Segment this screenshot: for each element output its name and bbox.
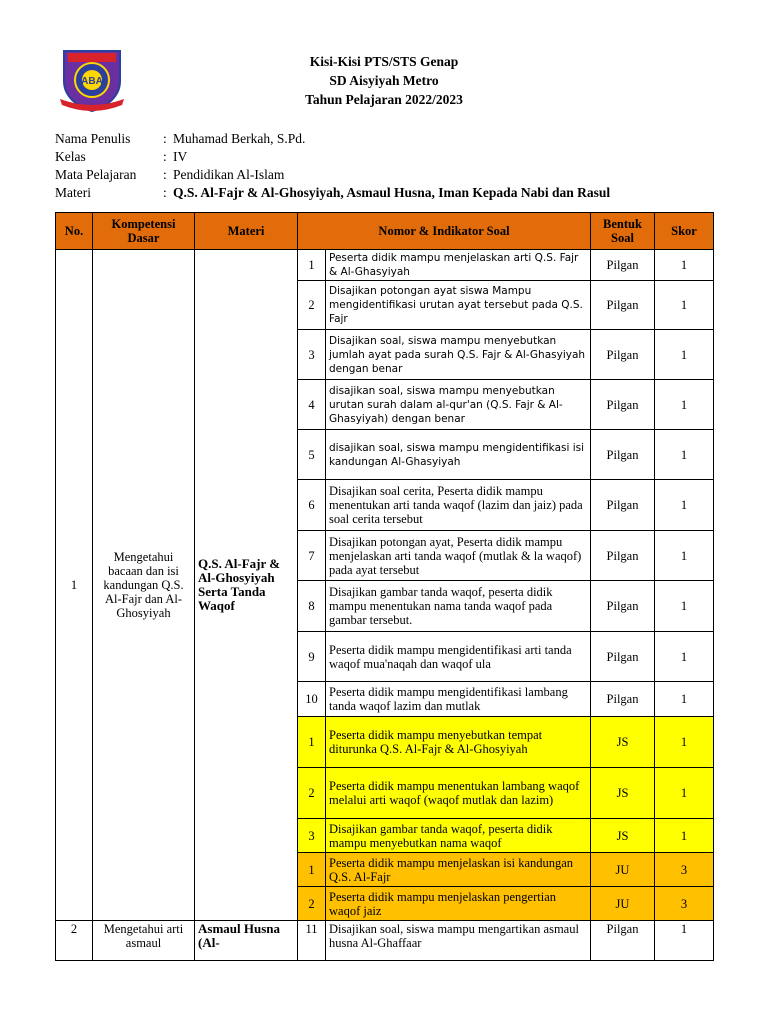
- bentuk-soal: Pilgan: [591, 682, 655, 717]
- indikator-text: Peserta didik mampu mengidentifikasi lambang tanda waqof lazim dan mutlak: [326, 682, 591, 717]
- bentuk-soal: Pilgan: [591, 921, 655, 961]
- meta-value: Muhamad Berkah, S.Pd.: [173, 131, 306, 146]
- table-row: [56, 921, 714, 961]
- soal-number: 4: [298, 380, 326, 430]
- meta-label: Kelas: [55, 149, 86, 164]
- skor: 1: [655, 531, 714, 581]
- indikator-text: Peserta didik mampu menjelaskan arti Q.S. Fajr & Al-Ghasyiyah: [326, 250, 591, 281]
- meta-label: Materi: [55, 185, 91, 200]
- meta-row-materi: [55, 184, 610, 202]
- skor: 1: [655, 581, 714, 632]
- soal-number: 10: [298, 682, 326, 717]
- document-header: [0, 52, 768, 109]
- soal-number: 2: [298, 768, 326, 819]
- indikator-text: Peserta didik mampu menjelaskan pengertian waqof jaiz: [326, 887, 591, 921]
- table-row: [56, 250, 714, 281]
- soal-number: 7: [298, 531, 326, 581]
- meta-colon: :: [163, 167, 167, 182]
- meta-value: IV: [173, 149, 188, 164]
- indikator-text: Disajikan soal cerita, Peserta didik mampu menentukan arti tanda waqof (lazim dan jaiz) pada soal cerita tersebut: [326, 480, 591, 531]
- indikator-text: Peserta didik mampu menentukan lambang waqof melalui arti waqof (waqof mutlak dan lazim): [326, 768, 591, 819]
- indikator-text: disajikan soal, siswa mampu mengidentifikasi isi kandungan Al-Ghasyiyah: [326, 430, 591, 480]
- bentuk-soal: Pilgan: [591, 281, 655, 330]
- header-year: Tahun Pelajaran 2022/2023: [305, 92, 463, 107]
- bentuk-soal: Pilgan: [591, 430, 655, 480]
- table-header-row: [56, 213, 714, 250]
- soal-number: 3: [298, 330, 326, 380]
- skor: 1: [655, 380, 714, 430]
- meta-row-kelas: [55, 148, 610, 166]
- indikator-text: Peserta didik mampu menyebutkan tempat diturunka Q.S. Al-Fajr & Al-Ghosyiyah: [326, 717, 591, 768]
- kisi-kisi-table: [55, 212, 714, 961]
- skor: 1: [655, 330, 714, 380]
- bentuk-soal: JS: [591, 717, 655, 768]
- skor: 1: [655, 682, 714, 717]
- indikator-text: Peserta didik mampu menjelaskan isi kandungan Q.S. Al-Fajr: [326, 853, 591, 887]
- header-bentuk-soal: Bentuk Soal: [591, 213, 655, 250]
- soal-number: 9: [298, 632, 326, 682]
- indikator-text: disajikan soal, siswa mampu menyebutkan urutan surah dalam al-qur'an (Q.S. Fajr & Al-Ghasyiyah) dengan benar: [326, 380, 591, 430]
- meta-row-mapel: [55, 166, 610, 184]
- indikator-text: Disajikan soal, siswa mampu mengartikan asmaul husna Al-Ghaffaar: [326, 921, 591, 961]
- header-kompetensi-dasar: Kompetensi Dasar: [93, 213, 195, 250]
- soal-number: 5: [298, 430, 326, 480]
- bentuk-soal: Pilgan: [591, 330, 655, 380]
- meta-value: Q.S. Al-Fajr & Al-Ghosyiyah, Asmaul Husna, Iman Kepada Nabi dan Rasul: [173, 185, 611, 200]
- header-materi: Materi: [195, 213, 298, 250]
- soal-number: 2: [298, 281, 326, 330]
- bentuk-soal: Pilgan: [591, 632, 655, 682]
- meta-value: Pendidikan Al-Islam: [173, 167, 285, 182]
- bentuk-soal: Pilgan: [591, 531, 655, 581]
- skor: 3: [655, 887, 714, 921]
- bentuk-soal: JS: [591, 768, 655, 819]
- bentuk-soal: Pilgan: [591, 380, 655, 430]
- header-no: No.: [56, 213, 93, 250]
- svg-text:ABA: ABA: [81, 76, 103, 87]
- soal-number: 11: [298, 921, 326, 961]
- materi-cell: Asmaul Husna (Al-: [195, 921, 298, 961]
- document-meta: [55, 130, 610, 202]
- skor: 1: [655, 480, 714, 531]
- bentuk-soal: Pilgan: [591, 480, 655, 531]
- kompetensi-dasar-cell: Mengetahui arti asmaul: [93, 921, 195, 961]
- skor: 1: [655, 819, 714, 853]
- soal-number: 6: [298, 480, 326, 531]
- meta-colon: :: [163, 185, 167, 200]
- indikator-text: Disajikan soal, siswa mampu menyebutkan jumlah ayat pada surah Q.S. Fajr & Al-Ghasyiyah dengan benar: [326, 330, 591, 380]
- indikator-text: Disajikan gambar tanda waqof, peserta didik mampu menyebutkan nama waqof: [326, 819, 591, 853]
- skor: 1: [655, 430, 714, 480]
- soal-number: 2: [298, 887, 326, 921]
- indikator-text: Disajikan potongan ayat, Peserta didik mampu menjelaskan arti tanda waqof (mutlak & la waqof) pada ayat tersebut: [326, 531, 591, 581]
- soal-number: 1: [298, 853, 326, 887]
- kompetensi-dasar-cell: Mengetahui bacaan dan isi kandungan Q.S. Al-Fajr dan Al-Ghosyiyah: [93, 250, 195, 921]
- bentuk-soal: Pilgan: [591, 250, 655, 281]
- meta-label: Nama Penulis: [55, 131, 131, 146]
- header-title: Kisi-Kisi PTS/STS Genap: [309, 54, 459, 69]
- meta-row-penulis: [55, 130, 610, 148]
- header-skor: Skor: [655, 213, 714, 250]
- soal-number: 8: [298, 581, 326, 632]
- meta-colon: :: [163, 131, 167, 146]
- indikator-text: Disajikan potongan ayat siswa Mampu mengidentifikasi urutan ayat tersebut pada Q.S. Fajr: [326, 281, 591, 330]
- skor: 1: [655, 768, 714, 819]
- bentuk-soal: JU: [591, 887, 655, 921]
- skor: 1: [655, 281, 714, 330]
- bentuk-soal: JS: [591, 819, 655, 853]
- bentuk-soal: JU: [591, 853, 655, 887]
- soal-number: 1: [298, 717, 326, 768]
- skor: 1: [655, 250, 714, 281]
- skor: 1: [655, 632, 714, 682]
- skor: 1: [655, 921, 714, 961]
- meta-label: Mata Pelajaran: [55, 167, 137, 182]
- header-school: SD Aisyiyah Metro: [329, 73, 439, 88]
- skor: 3: [655, 853, 714, 887]
- soal-number: 1: [298, 250, 326, 281]
- group-number: 1: [56, 250, 93, 921]
- meta-colon: :: [163, 149, 167, 164]
- group-number: 2: [56, 921, 93, 961]
- header-indikator: Nomor & Indikator Soal: [298, 213, 591, 250]
- skor: 1: [655, 717, 714, 768]
- indikator-text: Peserta didik mampu mengidentifikasi arti tanda waqof mua'naqah dan waqof ula: [326, 632, 591, 682]
- indikator-text: Disajikan gambar tanda waqof, peserta didik mampu menentukan nama tanda waqof pada gambar tersebut.: [326, 581, 591, 632]
- soal-number: 3: [298, 819, 326, 853]
- bentuk-soal: Pilgan: [591, 581, 655, 632]
- materi-cell: Q.S. Al-Fajr & Al-Ghosyiyah Serta Tanda Waqof: [195, 250, 298, 921]
